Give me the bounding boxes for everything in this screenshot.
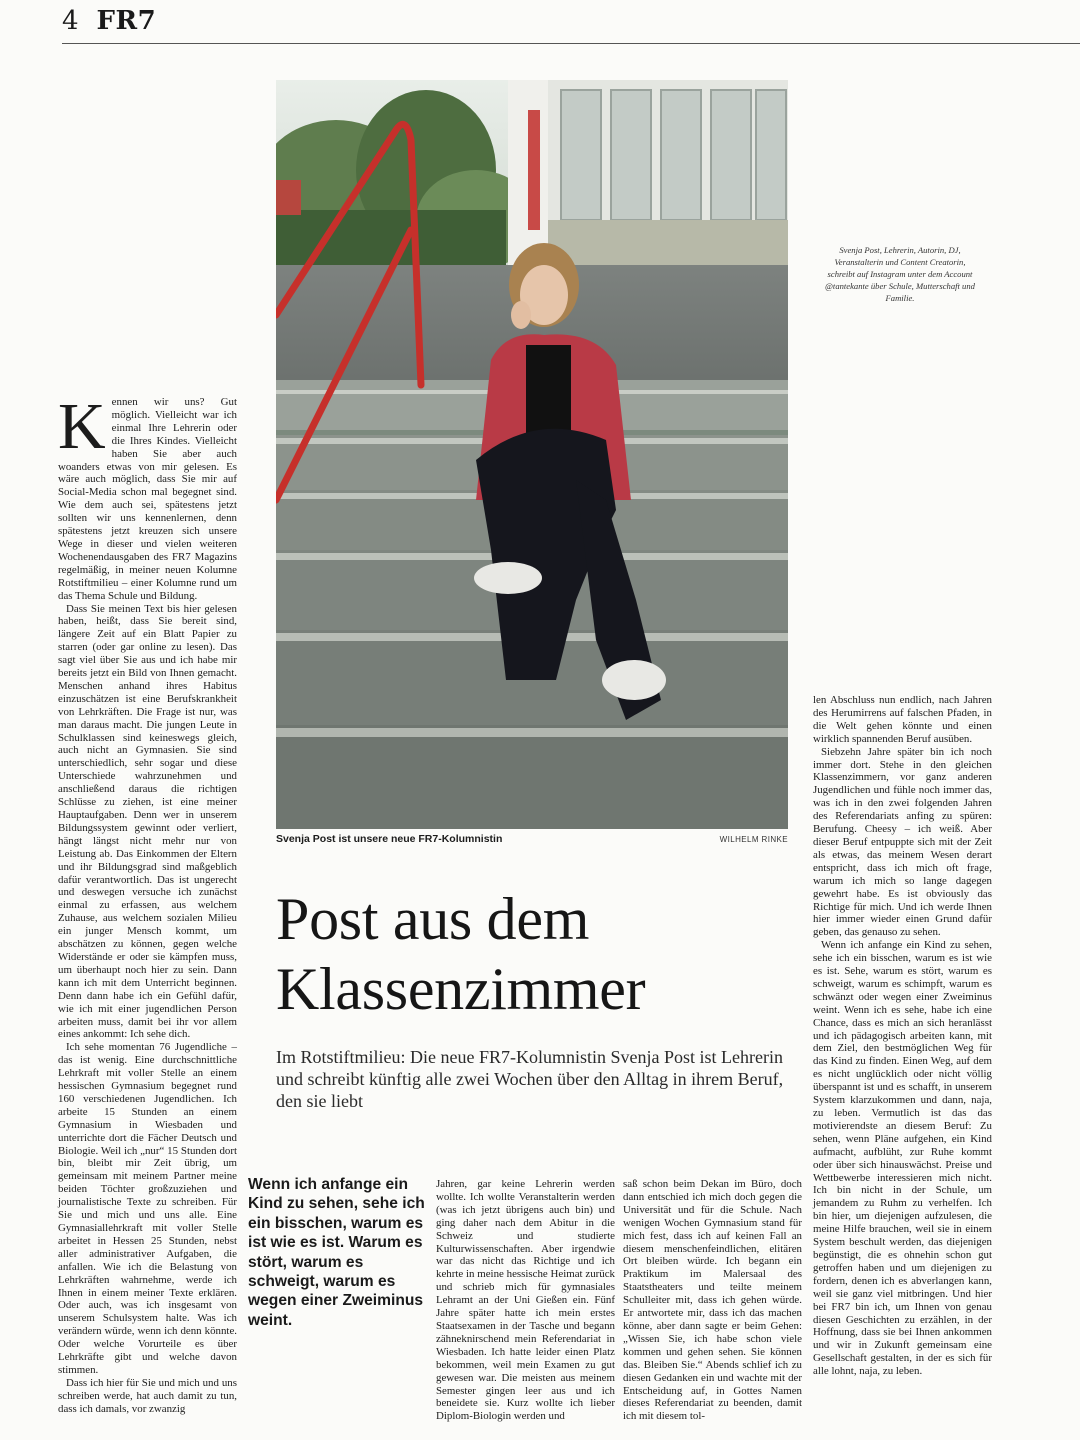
- article-paragraph: Jahren, gar keine Lehrerin werden wollte. Ich wollte Veranstalterin werden (was ich jetzt übrigens auch bin) und ging daher nach dem Abitur in die Schweiz und studierte Kulturwissenschaften. Aber irgendwie war das nicht das Richtige und ich kehrte in meine hessische Heimat zurück und schrieb mich für gymnasiales Lehramt an der Uni Gießen ein. Fünf Jahre später hatte ich mein erstes Staatsexamen in der Tasche und begann zähneknirschend mein Referendariat in Wiesbaden. Ich hatte leider einen Platz bekommen, weil mein Examen zu gut gewesen war. Die meisten aus meinem Semester gingen leer aus und ich beneidete sie. Kurz wollte ich lieber Diplom-Biologin werden und: [436, 1178, 615, 1423]
- article-column-4: [623, 1178, 802, 1423]
- pull-quote: Wenn ich anfange ein Kind zu sehen, sehe ich ein bisschen, warum es ist wie es ist. Warum es stört, warum es schweigt, warum es wegen einer Zweiminus weint.: [248, 1176, 425, 1329]
- article-paragraph: saß schon beim Dekan im Büro, doch dann entschied ich mich doch gegen die Universität und für die Schule. Nach wenigen Wochen Gymnasium stand für mich fest, dass ich auf keinen Fall an diesem menschenfeindlichen, elitären Ort bleiben würde. Ich begann ein Praktikum im Malersaal des Staatstheaters und teilte meinem Schulleiter mit, dass ich gehen würde. Er antwortete mir, dass ich das machen könne, aber dann sagte er beim Gehen: „Wissen Sie, ich habe schon viele kommen und gehen sehen. Sie können das. Bleiben Sie.“ Abends schlief ich zu diesen Gedanken ein und wachte mit der Entscheidung auf, in Gottes Namen dieses Referendariat zu beenden, damit ich mit diesem tol-: [623, 1178, 802, 1423]
- photo-illustration: [276, 80, 788, 829]
- article-column-5: [813, 694, 992, 1378]
- article-paragraph: Siebzehn Jahre später bin ich noch immer dort. Stehe in den gleichen Klassenzimmern, vor ganz anderen Jugendlichen und fühle noch immer das, was ich in den zwei folgenden Jahren des Referendariats anfing zu spüren: Berufung. Cheesy – ich weiß. Aber dieser Beruf entpuppte sich mit der Zeit als etwas, das meinem Wesen derart entspricht, dass ich mich oft frage, warum ich mich so lange dagegen gewehrt habe. Es ist obviously das Richtige für mich. Und ich werde Ihnen hier immer wieder einen Grund dafür geben, das genauso zu sehen.: [813, 745, 992, 939]
- author-bio-caption: Svenja Post, Lehrerin, Autorin, DJ, Veranstalterin und Content Creatorin, schreibt auf Instagram unter dem Account @tantekante über Schule, Mutterschaft und Familie.: [825, 245, 975, 303]
- magazine-name: FR7: [96, 6, 157, 36]
- article-column-3: [436, 1178, 615, 1423]
- photo-caption: [276, 833, 788, 845]
- drop-cap: K: [58, 390, 106, 463]
- page-header: [62, 6, 156, 40]
- article-paragraph: Ich sehe momentan 76 Jugendliche – das ist wenig. Eine durchschnittliche Lehrkraft mit voller Stelle an einem hessischen Gymnasium begegnet rund 160 verschiedenen Jugendlichen. Ich arbeite 15 Stunden an einem Gymnasium in Wiesbaden und unterrichte dort die Fächer Deutsch und Biologie. Weil ich „nur“ 15 Stunden dort bin, bleibt mir Zeit übrig, um gemeinsam mit meinem Partner meine beiden Töchter großzuziehen und journalistische Texte zu schreiben. Für Sie und mich und uns alle. Eine Gymnasiallehrkraft mit voller Stelle arbeitet in Hessen 25 Stunden, nebst aller administrativer Aufgaben, die anfallen. Wie ich die Belastung von Lehrkräften wahrnehme, werde ich Ihnen in einem meiner Texte erklären. Oder auch, was ich insgesamt von unserem Schulsystem halte. Was ich verändern würde, wenn ich denn könnte. Oder welche Vorurteile es über Lehrkräfte gibt und welche davon stimmen.: [58, 1041, 237, 1376]
- article-paragraph: Wenn ich anfange ein Kind zu sehen, sehe ich ein bisschen, warum es ist wie es ist. Sehe, warum es stört, warum es schweigt, warum es schimpft, warum es schwänzt oder wegen einer Zweiminus weint. Wenn ich es sehe, habe ich eine Chance, dass es mich an sich heranlässt und ich pädagogisch arbeiten kann, mit dem Ziel, den bestmöglichen Weg für das Kind zu finden. Einen Weg, auf dem es nicht unglücklich oder nicht völlig überspannt ist und es schafft, in unserem System klarzukommen und dann, naja, zu leben. Vermutlich ist das das motivierendste an diesem Beruf: Zu sehen, wenn Pläne aufgehen, ein Kind aufmacht, aufblüht, zur Ruhe kommt oder über sich hinauswächst. Preise und Wettbewerbe interessieren mich nicht. Ich bin nicht in der Schule, um jemandem zu Ruhm zu verhelfen. Ich bin hier, um diejenigen aufzulesen, die meine Hilfe brauchen, weil sie in einem System beschult werden, das diejenigen begünstigt, die es ohnehin schon gut getroffen haben und um diejenigen zu fordern, denen ich es abverlangen kann, weil sie ganz viel mitbringen. Und hier bei FR7 bin ich, um Ihnen von genau diesen Geschichten zu erzählen, in der Hoffnung, dass sie bei Ihnen ankommen und wir in Zukunft gemeinsam eine Gesellschaft gestalten, in der es sich für alle lohnt, naja, zu leben.: [813, 939, 992, 1378]
- headline-line-1: Post aus dem: [276, 886, 590, 952]
- portrait-photo: [276, 80, 788, 829]
- page-number: 4: [62, 6, 79, 36]
- caption-text: Svenja Post ist unsere neue FR7-Kolumnistin: [276, 833, 503, 845]
- headline-line-2: Klassenzimmer: [276, 956, 646, 1022]
- article-paragraph: Dass Sie meinen Text bis hier gelesen haben, heißt, dass Sie bereit sind, längere Zeit auf ein Blatt Papier zu starren (oder gar online zu lesen). Das sagt viel über Sie aus und ich habe mir bereits jetzt ein Bild von Ihnen gemacht. Menschen anhand ihres Habitus einzuschätzen ist eine Berufskrankheit von Lehrkräften. Die Frage ist nur, was man daraus macht. Die jungen Leute in Schulklassen sind keineswegs gleich, auch nicht an Gymnasien. Sie sind unterschiedlich, sehr sogar und diese Unterschiede wahrzunehmen und anschließend daraus die richtigen Schlüsse zu ziehen, ist eine meiner Hauptaufgaben. Denn wer in unserem Bildungssystem gewinnt oder verliert, hängt längst nicht mehr nur von Leistung ab. Das Einkommen der Eltern und ihr Bildungsgrad sind maßgeblich dafür verantwortlich. Das ist ungerecht und deswegen versuche ich zunächst einmal zu erfassen, aus welchem Zuhause, aus welchem sozialen Milieu ein junger Mensch kommt, um abschätzen zu können, gegen welche Widerstände er oder sie kämpfen muss, um überhaupt noch hier zu sein. Dann kann ich mit dem Unterricht beginnen. Denn dann habe ich ein Gefühl dafür, wie ich mit einer jugendlichen Person arbeiten muss, damit bei ihr vor allem eines ankommt: Ich sehe dich.: [58, 602, 237, 1041]
- header-rule: [62, 43, 1080, 44]
- article-paragraph: [58, 390, 237, 603]
- article-paragraph: len Abschluss nun endlich, nach Jahren des Herumirrens auf falschen Pfaden, in die Welt gehen könnte und einen wirklich spannenden Beruf ausüben.: [813, 694, 992, 745]
- photo-credit: WILHELM RINKE: [719, 835, 788, 844]
- paragraph-text: ennen wir uns? Gut möglich. Vielleicht war ich einmal Ihre Lehrerin oder die Ihres Kindes. Vielleicht haben Sie aber auch woanders etwas von mir gelesen. Es wäre auch möglich, dass Sie mir auf Social-Media schon mal begegnet sind. Wie dem auch sei, spätestens jetzt sollten wir uns kennenlernen, denn spätestens jetzt kreuzen sich unsere Wege in dieser und vielen weiteren Wochenendausgaben des FR7 Magazins regelmäßig, in meiner neuen Kolumne Rotstiftmilieu – einer Kolumne rund um das Thema Schule und Bildung.: [58, 396, 237, 602]
- article-column-1: [58, 390, 237, 1416]
- article-headline: [276, 884, 796, 1024]
- article-paragraph: Dass ich hier für Sie und mich und uns schreiben werde, hat auch damit zu tun, dass ich damals, vor zwanzig: [58, 1376, 237, 1415]
- article-subhead: Im Rotstiftmilieu: Die neue FR7-Kolumnistin Svenja Post ist Lehrerin und schreibt künftig alle zwei Wochen über den Alltag in ihrem Beruf, den sie liebt: [276, 1047, 784, 1111]
